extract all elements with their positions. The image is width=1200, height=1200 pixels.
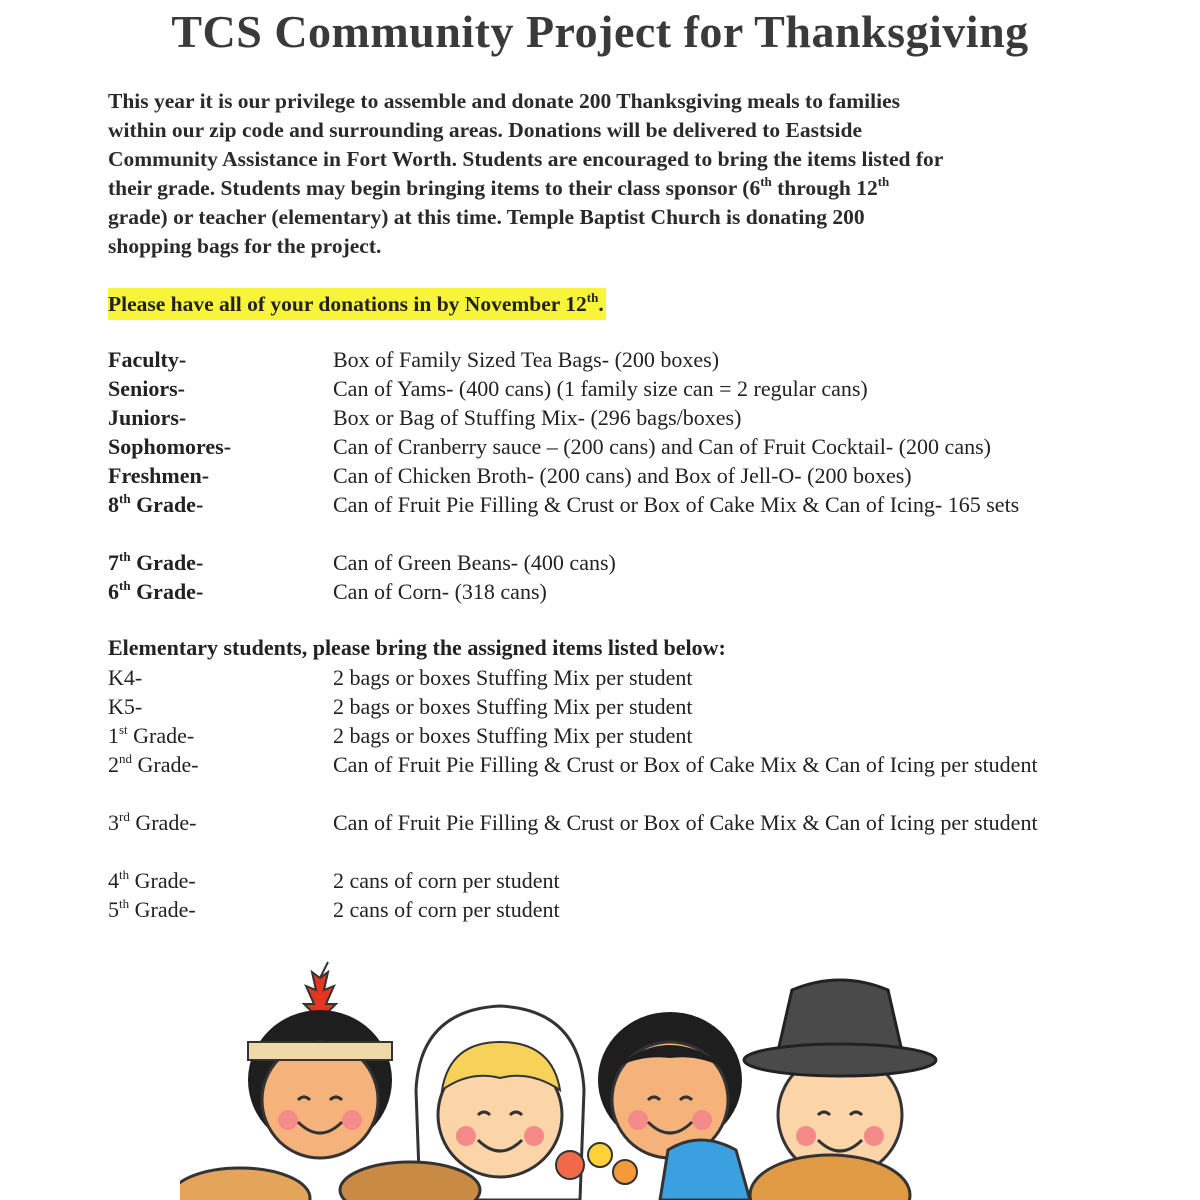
grade-label-suffix: Grade- [130,550,204,575]
grade-label-text: Seniors- [108,376,185,401]
donation-item: Can of Chicken Broth- (200 cans) and Box of Jell-O- (200 boxes) [333,463,912,488]
elementary-heading: Elementary students, please bring the assigned items listed below: [108,635,726,660]
superscript: th [119,896,130,911]
grade-label [108,374,328,403]
grade-label [108,490,328,519]
superscript: th [119,549,131,564]
grade-label-text: 3 [108,810,119,835]
grade-label-text: 2 [108,752,119,777]
grade-label [108,692,328,721]
donation-item: 2 bags or boxes Stuffing Mix per student [333,694,693,719]
page-title: TCS Community Project for Thanksgiving [171,6,1029,57]
intro-paragraph [108,87,1108,261]
superscript: th [877,174,890,189]
donation-item: 2 cans of corn per student [333,868,560,893]
deadline-text: Please have all of your donations in by November 12 [108,292,587,316]
superscript: th [586,290,599,305]
donation-item: 2 cans of corn per student [333,897,560,922]
grade-label [108,866,328,895]
donation-item: Box or Bag of Stuffing Mix- (296 bags/boxes) [333,405,742,430]
donation-item: Can of Fruit Pie Filling & Crust or Box of Cake Mix & Can of Icing per student [333,810,1038,835]
grade-label-suffix: Grade- [129,810,197,835]
intro-line-part: their grade. Students may begin bringing items to their class sponsor (6 [108,176,761,200]
intro-line: Community Assistance in Fort Worth. Students are encouraged to bring the items listed for [108,147,944,171]
grade-label-text: 5 [108,897,119,922]
grade-label-text: K4- [108,665,143,690]
intro-line: within our zip code and surrounding areas. Donations will be delivered to Eastside [108,118,863,142]
superscript: th [119,578,131,593]
superscript: rd [119,809,130,824]
intro-line: shopping bags for the project. [108,234,382,258]
superscript: nd [119,751,132,766]
intro-line: This year it is our privilege to assemble and donate 200 Thanksgiving meals to families [108,89,900,113]
grade-label [108,721,328,750]
donation-item: Can of Fruit Pie Filling & Crust or Box of Cake Mix & Can of Icing per student [333,752,1038,777]
superscript: st [119,722,128,737]
donation-item: Can of Cranberry sauce – (200 cans) and Can of Fruit Cocktail- (200 cans) [333,434,991,459]
intro-line-part: through 12 [771,176,878,200]
donation-item: Can of Corn- (318 cans) [333,579,547,604]
donation-item: Box of Family Sized Tea Bags- (200 boxes) [333,347,720,372]
donation-item: Can of Green Beans- (400 cans) [333,550,616,575]
donation-item: 2 bags or boxes Stuffing Mix per student [333,723,693,748]
child-four-icon [744,980,936,1177]
grade-label [108,432,328,461]
grade-label-text: Juniors- [108,405,187,430]
grade-label-suffix: Grade- [130,492,204,517]
child-one-icon [248,1010,392,1158]
donation-item: 2 bags or boxes Stuffing Mix per student [333,665,693,690]
grade-label [108,808,328,837]
grade-label [108,548,328,577]
intro-line [108,174,1108,203]
superscript: th [119,867,130,882]
superscript: th [760,174,772,189]
grade-label [108,895,328,924]
thanksgiving-children-illustration [180,950,980,1200]
grade-label-suffix: Grade- [132,752,199,777]
grade-label-text: Faculty- [108,347,187,372]
donation-item: Can of Fruit Pie Filling & Crust or Box of Cake Mix & Can of Icing- 165 sets [333,492,1020,517]
superscript: th [119,491,131,506]
grade-label-suffix: Grade- [129,897,196,922]
grade-label-text: K5- [108,694,143,719]
grade-label-suffix: Grade- [130,579,204,604]
grade-label-suffix: Grade- [127,723,195,748]
deadline-end: . [598,292,604,316]
grade-label-suffix: Grade- [129,868,196,893]
grade-label-text: 8 [108,492,119,517]
donation-item: Can of Yams- (400 cans) (1 family size can = 2 regular cans) [333,376,868,401]
child-three-icon [598,1012,742,1158]
grade-label-text: 7 [108,550,119,575]
grade-label-text: 1 [108,723,119,748]
grade-label [108,461,328,490]
grade-label-text: 6 [108,579,119,604]
deadline-notice [108,288,606,320]
grade-label [108,577,328,606]
grade-label-text: Sophomores- [108,434,232,459]
grade-label [108,750,328,779]
grade-label [108,345,328,374]
grade-label-text: Freshmen- [108,463,210,488]
intro-line: grade) or teacher (elementary) at this time. Temple Baptist Church is donating 200 [108,205,865,229]
grade-label-text: 4 [108,868,119,893]
grade-label [108,403,328,432]
grade-label [108,663,328,692]
